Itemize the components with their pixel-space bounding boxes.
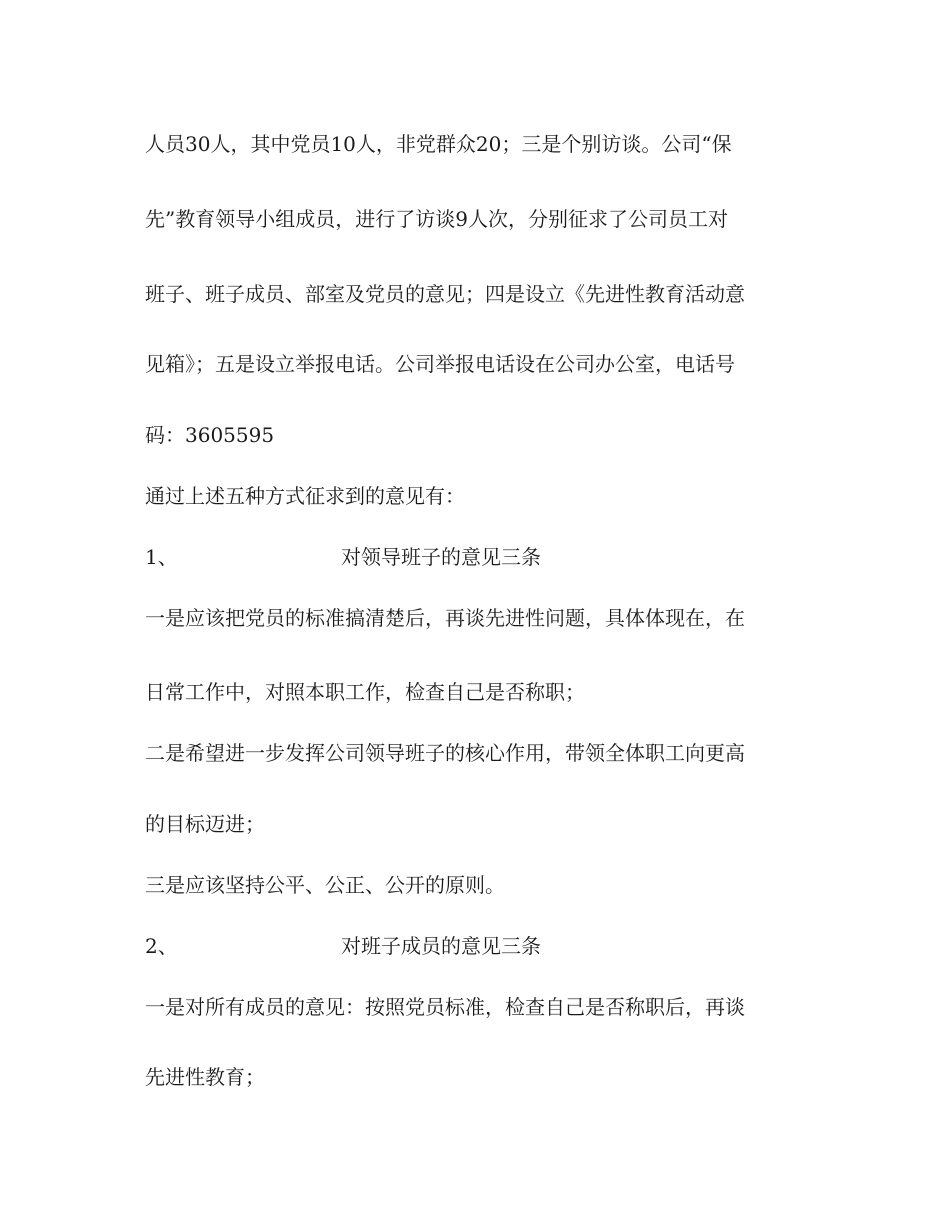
paragraph-line: 的目标迈进； — [145, 812, 265, 836]
paragraph-line: 人员30人，其中党员10人，非党群众20；三是个别访谈。公司“保 — [145, 132, 732, 156]
paragraph-line: 通过上述五种方式征求到的意见有： — [145, 484, 465, 508]
section-number: 2、 — [145, 934, 178, 958]
paragraph-line: 三是应该坚持公平、公正、公开的原则。 — [145, 873, 505, 897]
paragraph-line: 日常工作中，对照本职工作，检查自己是否称职； — [145, 680, 585, 704]
paragraph-line: 二是希望进一步发挥公司领导班子的核心作用，带领全体职工向更高 — [145, 741, 745, 765]
paragraph-line: 一是应该把党员的标准搞清楚后，再谈先进性问题，具体体现在，在 — [145, 606, 745, 630]
paragraph-line: 码：3605595 — [145, 423, 275, 447]
section-heading-1 — [145, 545, 825, 569]
paragraph-line: 先”教育领导小组成员，进行了访谈9人次，分别征求了公司员工对 — [145, 207, 728, 231]
section-title: 对领导班子的意见三条 — [341, 545, 541, 569]
section-title: 对班子成员的意见三条 — [341, 934, 541, 958]
section-number: 1、 — [145, 545, 178, 569]
paragraph-line: 先进性教育； — [145, 1065, 265, 1089]
paragraph-line: 一是对所有成员的意见：按照党员标准，检查自己是否称职后，再谈 — [145, 995, 745, 1019]
paragraph-line: 班子、班子成员、部室及党员的意见；四是设立《先进性教育活动意 — [145, 282, 745, 306]
paragraph-line: 见箱》；五是设立举报电话。公司举报电话设在公司办公室，电话号 — [145, 352, 735, 376]
section-heading-2 — [145, 934, 825, 958]
